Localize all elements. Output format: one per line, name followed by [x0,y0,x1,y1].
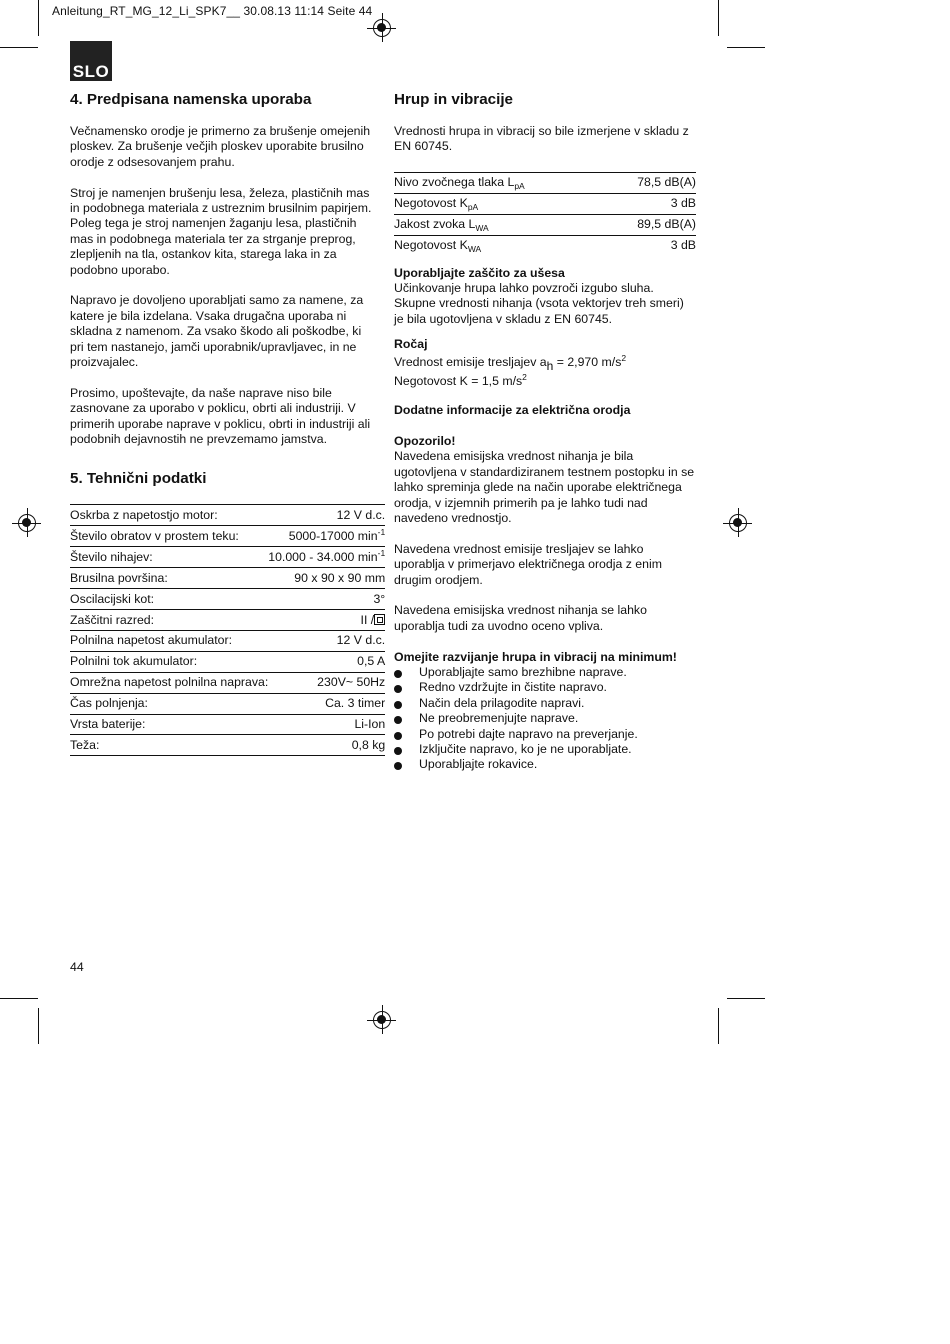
crop-mark [0,998,38,999]
spec-value-text: 5000-17000 min [288,528,378,543]
noise-value: 3 dB [602,193,696,214]
noise-label-subscript: WA [475,223,489,234]
language-badge: SLO [70,41,112,81]
crop-mark [38,0,39,36]
spec-label: Teža: [70,735,268,756]
list-item: Ne preobremenjujte naprave. [394,711,696,726]
spec-label: Polnilni tok akumulator: [70,651,268,672]
left-column [70,90,386,756]
paragraph: Večnamensko orodje je primerno za brušenje omejenih ploskev. Za brušenje večjih ploskev uporabite brusilno orodje z odsesovanjem prahu. [70,124,371,169]
registration-mark-icon [373,19,391,37]
section-title: Hrup in vibracije [394,91,514,108]
crop-mark [727,47,765,48]
crop-mark [0,47,38,48]
ear-protection-title: Uporabljajte zaščito za ušesa [394,265,565,280]
noise-value: 3 dB [670,238,696,253]
noise-label [394,193,602,214]
spec-value-exponent: -1 [377,526,386,537]
noise-label-subscript: pA [467,202,479,213]
spec-value: 12 V d.c. [268,505,385,526]
noise-label-text: Negotovost K [394,238,468,253]
paragraph: Napravo je dovoljeno uporabljati samo za namene, za katere je bila izdelana. Vsaka drugačna uporaba ni skladna z namenom. Za vsako škodo ali poškodbe, ki pri tem nastanejo, jamči uporabnik/upravljavec, in ne proizvajalec. [70,293,364,370]
minimize-title: Omejite razvijanje hrupa in vibracij na minimum! [394,649,677,664]
paragraph: Navedena emisijska vrednost nihanja je bila ugotovljena v standardiziranem testnem postopku in se lahko spreminja glede na način uporabe električnega orodja, v izjemnih primerih pa je lahko tudi nad navedeno vrednostjo. [394,449,695,525]
list-item: Način dela prilagodite napravi. [394,696,696,711]
table-row [70,693,385,714]
right-column [394,90,696,773]
spec-value: Ca. 3 timer [268,693,385,714]
registration-mark-icon [373,1011,391,1029]
noise-label-subscript: pA [514,181,525,192]
table-row [70,651,385,672]
spec-label: Število obratov v prostem teku: [70,526,268,547]
uncertainty-label: Negotovost K = 1,5 m/s [394,374,523,389]
spec-value [268,610,385,631]
table-row [70,714,385,735]
paragraph: Navedena emisijska vrednost nihanja se lahko uporablja tudi za uvodno oceno vpliva. [394,603,647,633]
list-item: Uporabljajte samo brezhibne naprave. [394,665,696,680]
spec-label: Brusilna površina: [70,568,268,589]
paragraph: Navedena vrednost emisije tresljajev se lahko uporablja v primerjavo električnega orodja z enim drugim orodjem. [394,541,662,587]
noise-value: 78,5 dB(A) [602,172,696,193]
list-item: Uporabljajte rokavice. [394,757,696,772]
noise-label [394,235,602,256]
page-number: 44 [70,960,84,974]
protection-class-ii-icon [374,614,385,625]
table-row [70,505,385,526]
paragraph: Prosimo, upoštevajte, da naše naprave niso bile zasnovane za uporabo v poklicu, obrti ali industriji. V primerih uporabe naprave v poklicu, obrti in industriji ali podobnih dejavnostih ne prevzemamo jamstva. [70,385,371,447]
table-row [70,672,385,693]
emission-subscript: h [546,358,554,373]
table-row [70,735,385,756]
noise-label-subscript: WA [467,244,482,255]
spec-label: Vrsta baterije: [70,714,268,735]
spec-value: 0,8 kg [268,735,385,756]
noise-table [394,172,696,256]
emission-label: Vrednost emisije tresljajev a [394,354,547,369]
spec-value: 230V~ 50Hz [268,672,385,693]
spec-value: Li-Ion [268,714,385,735]
list-item: Redno vzdržujte in čistite napravo. [394,680,696,695]
paragraph: Učinkovanje hrupa lahko povzroči izgubo sluha. Skupne vrednosti nihanja (vsota vektorjev treh smeri) je bila ugotovljena v skladu z EN 60745. [394,281,684,326]
spec-value [268,547,385,568]
spec-value: 0,5 A [268,651,385,672]
section-title: 5. Tehnični podatki [70,470,207,488]
print-header: Anleitung_RT_MG_12_Li_SPK7__ 30.08.13 11:14 Seite 44 [52,4,373,18]
table-row [70,547,385,568]
table-row [70,630,385,651]
paragraph: Vrednosti hrupa in vibracij so bile izmerjene v skladu z EN 60745. [394,124,689,154]
noise-label-text: Negotovost K [394,196,468,211]
crop-mark [38,1008,39,1044]
spec-table [70,504,385,756]
handle-title: Ročaj [394,337,428,352]
spec-label: Število nihajev: [70,547,268,568]
paragraph: Stroj je namenjen brušenju lesa, železa, plastičnih mas in podobnega materiala z ustreznim brusilnim papirjem. Poleg tega je stroj namenjen žaganju lesa, plastičnih mas in podobnega materiala ter za strganje preprog, zlepljenih na tla, ostankov kita, starega laka in za podobno uporabo. [70,185,372,277]
emission-exponent: 2 [621,352,627,363]
emission-value: = 2,970 m/s [553,354,622,369]
spec-value: 90 x 90 x 90 mm [268,568,385,589]
uncertainty-exponent: 2 [522,372,527,383]
emission-value-line [394,352,696,373]
registration-mark-icon [729,514,747,532]
list-item: Po potrebi dajte napravo na preverjanje. [394,727,696,742]
noise-label [394,214,602,235]
recommendations-list [394,665,696,773]
spec-label: Oscilacijski kot: [70,589,268,610]
noise-label-text: Nivo zvočnega tlaka L [394,175,515,190]
spec-value: 12 V d.c. [268,630,385,651]
spec-label: Oskrba z napetostjo motor: [70,505,268,526]
spec-label: Zaščitni razred: [70,610,268,631]
spec-label: Omrežna napetost polnilna naprava: [70,672,268,693]
spec-value-exponent: -1 [377,547,386,558]
list-item: Izključite napravo, ko je ne uporabljate. [394,742,696,757]
spec-label: Čas polnjenja: [70,693,268,714]
spec-value-text: 10.000 - 34.000 min [268,549,378,564]
table-row [70,610,385,631]
warning-title: Opozorilo! [394,433,456,448]
crop-mark [718,0,719,36]
table-row [70,526,385,547]
noise-label [394,172,602,193]
table-row [70,589,385,610]
registration-mark-icon [18,514,36,532]
spec-value [268,526,385,547]
section-title: 4. Predpisana namenska uporaba [70,91,312,108]
table-row [70,568,385,589]
spec-value-text: II / [360,612,375,627]
table-row [394,172,696,193]
crop-mark [727,998,765,999]
noise-label-text: Jakost zvoka L [394,217,476,232]
table-row [394,235,696,256]
table-row [394,193,696,214]
uncertainty-line [394,374,696,389]
spec-value: 3° [268,589,385,610]
spec-label: Polnilna napetost akumulator: [70,630,268,651]
noise-value: 89,5 dB(A) [602,214,696,235]
crop-mark [718,1008,719,1044]
table-row [394,214,696,235]
additional-info-title: Dodatne informacije za električna orodja [394,403,631,418]
